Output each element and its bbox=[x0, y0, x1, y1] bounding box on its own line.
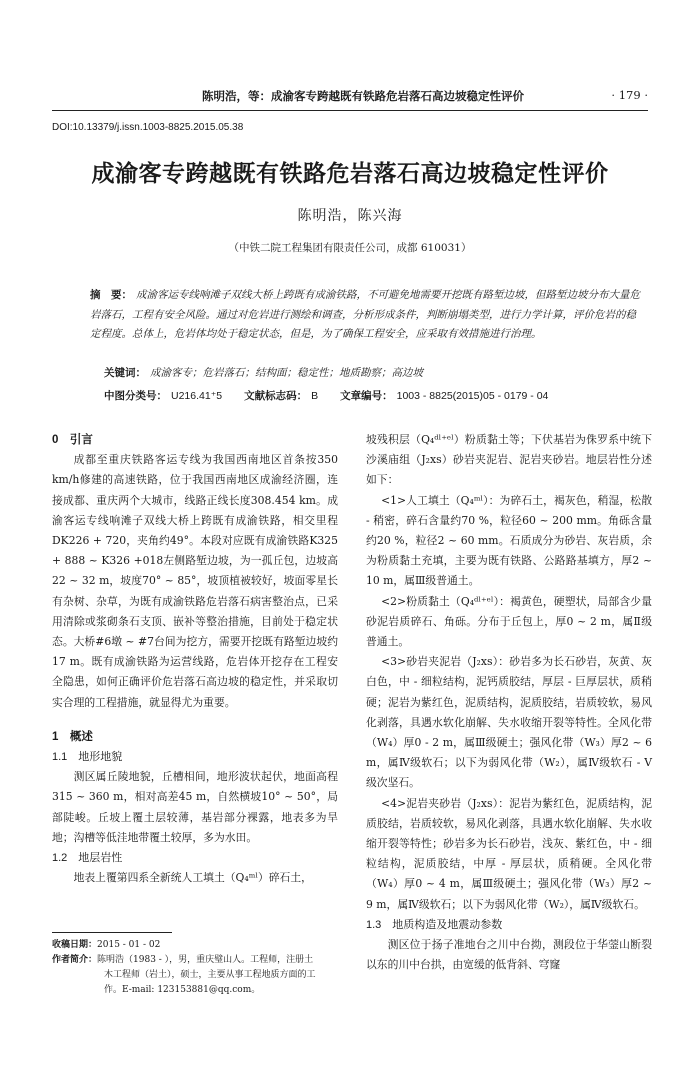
subsection-heading-strata: 1.2 地层岩性 bbox=[52, 852, 123, 865]
keywords bbox=[104, 365, 640, 380]
strata-item-silty-clay: <2>粉质黏土（Q₄ᵈˡ⁺ᵉˡ）：褐黄色，硬塑状，局部含少量砂泥岩质碎石、角砾。分布于丘包上，厚0 ~ 2 m，属Ⅱ级普通土。 bbox=[366, 594, 652, 649]
received-label: 收稿日期： bbox=[52, 940, 98, 950]
author-bio-line3: 作。E-mail: 123153881@qq.com。 bbox=[104, 985, 261, 995]
section-heading-overview: 1 概述 bbox=[52, 730, 93, 743]
clc-value: U216.41⁺5 bbox=[171, 390, 223, 402]
right-column bbox=[366, 430, 652, 975]
article-number-label: 文章编号： bbox=[340, 390, 393, 402]
intro-paragraph: 成都至重庆铁路客运专线为我国西南地区首条按350 km/h修建的高速铁路，位于我国西南地区成渝经济圈，连接成都、重庆两个大城市，线路正线长度308.454 km。成渝客运专线响滩子双线大桥上跨既有成渝铁路，相交里程DK226 + 720，夹角约49°。本段对应既有成渝铁路K325 + 888 ~ K326 +018左侧路堑边坡，为一孤丘包，边坡高22 ~ 32 m，坡度70° ~ 85°，坡顶植被较好，坡面零星长有杂树、杂草，为既有成渝铁路危岩落石病害整治点，已采用清除或浆砌条石支顶、嵌补等整治措施，目前处于稳定状态。大桥#6墩 ~ #7台间为挖方，需要开挖既有路堑边坡约17 m。既有成渝铁路为运营线路，危岩体开挖存在工程安全隐患，如何正确评价危岩落石高边坡的稳定性，并采取切实合理的工程措施，就显得尤为重要。 bbox=[52, 453, 338, 709]
strata-continued-paragraph: 坡残积层（Q₄ᵈˡ⁺ᵉˡ）粉质黏土等；下伏基岩为侏罗系中统下沙溪庙组（J₂xs）砂岩夹泥岩、泥岩夹砂岩。地层岩性分述如下： bbox=[366, 433, 652, 487]
footnotes bbox=[52, 938, 342, 998]
tectonics-paragraph: 测区位于扬子准地台之川中台拗，测段位于华蓥山断裂以东的川中台拱，由宽缓的低背斜、穹窿 bbox=[366, 938, 652, 972]
strata-item-sandstone: <3>砂岩夹泥岩（J₂xs）：砂岩多为长石砂岩，灰黄、灰白色，中 - 细粒结构，泥钙质胶结，厚层 - 巨厚层状，质稍硬；泥岩为紫红色，泥质结构，泥质胶结，岩质较软，易风化剥落，具遇水软化崩解、失水收缩开裂等特性。全风化带（W₄）厚0 - 2 m，属Ⅲ级硬土；强风化带（W₃）厚2 ~ 6 m，属Ⅳ级软石；以下为弱风化带（W₂），属Ⅳ级软石 - Ⅴ级次坚石。 bbox=[366, 655, 652, 790]
section-heading-intro: 0 引言 bbox=[52, 434, 93, 446]
subsection-heading-tectonics: 1.3 地质构造及地震动参数 bbox=[366, 918, 503, 931]
page-number: · 179 · bbox=[611, 88, 648, 102]
author-bio-line1: 陈明浩（1983 - ），男，重庆璧山人。工程师，注册土 bbox=[97, 955, 314, 965]
author-bio bbox=[52, 953, 342, 968]
doi: DOI:10.13379/j.issn.1003-8825.2015.05.38 bbox=[52, 122, 244, 133]
author-bio-line2: 木工程师（岩土），硕士，主要从事工程地质方面的工 bbox=[104, 970, 316, 980]
running-header bbox=[52, 88, 648, 108]
strata-item-fill: <1>人工填土（Q₄ᵐˡ）：为碎石土，褐灰色，稍湿，松散 - 稍密，碎石含量约70 %，粒径60 ~ 200 mm。角砾含量约20 %，粒径2 ~ 60 mm。石质成分为砂岩、灰岩质，余为粉质黏土充填，主要为既有铁路、公路路基填方，厚2 ~ 10 m，属Ⅲ级普通土。 bbox=[366, 493, 652, 588]
strata-paragraph: 地表上覆第四系全新统人工填土（Q₄ᵐˡ）碎石土， bbox=[73, 871, 312, 885]
keywords-text: 成渝客专；危岩落石；结构面；稳定性；地质勘察；高边坡 bbox=[150, 367, 423, 379]
left-column bbox=[52, 430, 338, 888]
paper-title: 成渝客专跨越既有铁路危岩落石高边坡稳定性评价 bbox=[91, 160, 609, 187]
abstract-text: 成渝客运专线响滩子双线大桥上跨既有成渝铁路，不可避免地需要开挖既有路堑边坡，但路堑边坡分布大量危岩落石，工程有安全风险。通过对危岩进行测绘和调查，分析形成条件，判断崩塌类型，进行力学计算，评价危岩的稳定程度。总体上，危岩体均处于稳定状态，但是，为了确保工程安全，应采取有效措施进行治理。 bbox=[90, 289, 640, 340]
header-rule bbox=[52, 110, 648, 111]
running-title: 陈明浩，等：成渝客专跨越既有铁路危岩落石高边坡稳定性评价 bbox=[202, 89, 524, 103]
received-value: 2015 - 01 - 02 bbox=[97, 940, 161, 950]
received-date bbox=[52, 938, 342, 953]
article-number-value: 1003 - 8825(2015)05 - 0179 - 04 bbox=[396, 390, 549, 402]
author-bio-label: 作者简介： bbox=[52, 955, 98, 965]
clc-label: 中图分类号： bbox=[104, 390, 167, 402]
footnote-rule bbox=[52, 932, 172, 933]
strata-item-mudstone: <4>泥岩夹砂岩（J₂xs）：泥岩为紫红色，泥质结构，泥质胶结，岩质较软，易风化剥落，具遇水软化崩解、失水收缩开裂等特性；砂岩多为长石砂岩，浅灰、紫红色，中 - 细粒结构，泥质胶结，中厚 - 厚层状，质稍硬。全风化带（W₄）厚0 ~ 4 m，属Ⅲ级硬土；强风化带（W₃）厚2 ~ 9 m，属Ⅳ级软石；以下为弱风化带（W₂），属Ⅳ级软石。 bbox=[366, 796, 652, 911]
terrain-paragraph: 测区属丘陵地貌，丘槽相间，地形波状起伏，地面高程315 ~ 360 m，相对高差45 m，自然横坡10° ~ 50°，局部陡峻。丘坡上覆土层较薄，基岩部分裸露，地表多为旱地；沟槽等低洼地带覆土较厚，多为水田。 bbox=[52, 770, 338, 844]
subsection-heading-terrain: 1.1 地形地貌 bbox=[52, 751, 123, 764]
doc-code-label: 文献标志码： bbox=[244, 390, 308, 402]
authors: 陈明浩，陈兴海 bbox=[297, 208, 403, 224]
affiliation: （中铁二院工程集团有限责任公司，成都 610031） bbox=[228, 242, 472, 254]
classification-line bbox=[104, 388, 640, 403]
keywords-label: 关键词： bbox=[104, 367, 146, 379]
abstract-label: 摘 要： bbox=[90, 289, 132, 301]
abstract bbox=[90, 286, 640, 345]
doc-code-value: B bbox=[311, 390, 319, 402]
